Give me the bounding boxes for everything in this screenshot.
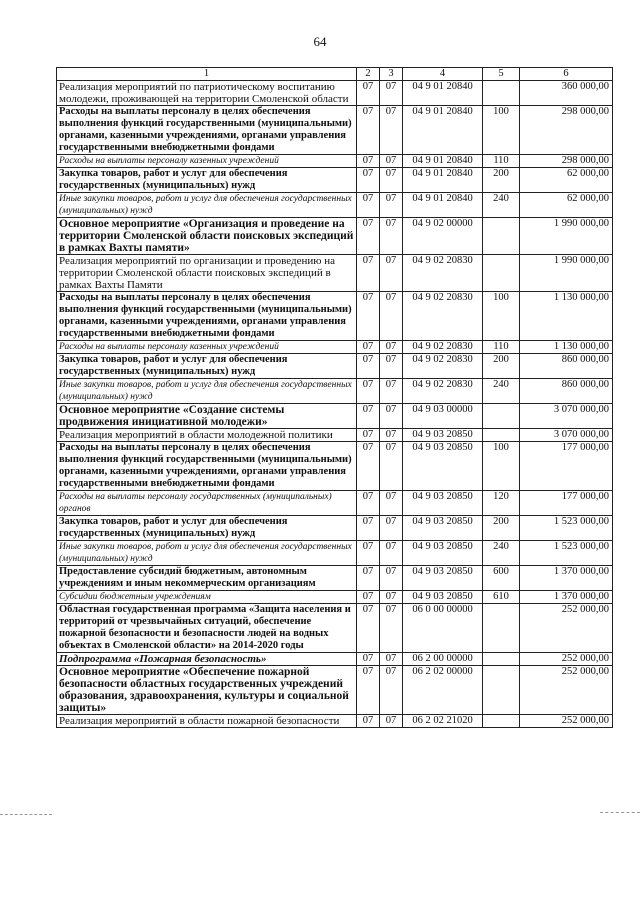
row-name-cell: Предоставление субсидий бюджетным, автономным учреждениям и иным некоммерческим организациям — [57, 566, 357, 591]
row-target-article-cell: 04 9 01 20840 — [403, 106, 483, 155]
row-subsection-cell: 07 — [380, 591, 403, 604]
row-amount-cell: 298 000,00 — [520, 155, 613, 168]
row-name-cell: Расходы на выплаты персоналу в целях обеспечения выполнения функций государственными (муниципальными) органами, казенными учреждениями, органами управления государственными внебюджетными фондами — [57, 442, 357, 491]
row-subsection-cell: 07 — [380, 566, 403, 591]
row-subsection-cell: 07 — [380, 81, 403, 106]
row-name-cell: Реализация мероприятий по патриотическому воспитанию молодежи, проживающей на территории Смоленской области — [57, 81, 357, 106]
table-row — [57, 404, 613, 429]
row-name-cell: Основное мероприятие «Обеспечение пожарной безопасности областных государственных учреждений образования, здравоохранения, культуры и социальной защиты» — [57, 666, 357, 715]
header-cell-2: 2 — [357, 68, 380, 81]
row-amount-cell: 860 000,00 — [520, 354, 613, 379]
row-target-article-cell: 04 9 01 20840 — [403, 168, 483, 193]
scan-edge-mark — [600, 812, 640, 813]
row-expense-type-cell: 240 — [483, 541, 520, 566]
row-section-cell: 07 — [357, 404, 380, 429]
table-row — [57, 168, 613, 193]
row-name-cell: Закупка товаров, работ и услуг для обеспечения государственных (муниципальных) нужд — [57, 168, 357, 193]
row-section-cell: 07 — [357, 541, 380, 566]
row-section-cell: 07 — [357, 218, 380, 255]
row-subsection-cell: 07 — [380, 255, 403, 292]
row-amount-cell: 62 000,00 — [520, 193, 613, 218]
row-subsection-cell: 07 — [380, 442, 403, 491]
row-amount-cell: 252 000,00 — [520, 666, 613, 715]
row-subsection-cell: 07 — [380, 666, 403, 715]
row-subsection-cell: 07 — [380, 404, 403, 429]
row-target-article-cell: 06 2 02 21020 — [403, 715, 483, 728]
row-section-cell: 07 — [357, 429, 380, 442]
row-expense-type-cell: 100 — [483, 442, 520, 491]
row-amount-cell: 252 000,00 — [520, 715, 613, 728]
row-target-article-cell: 04 9 03 20850 — [403, 591, 483, 604]
row-expense-type-cell — [483, 604, 520, 653]
row-amount-cell: 1 523 000,00 — [520, 516, 613, 541]
row-name-cell: Расходы на выплаты персоналу в целях обеспечения выполнения функций государственными (муниципальными) органами, казенными учреждениями, органами управления государственными внебюджетными фондами — [57, 292, 357, 341]
row-target-article-cell: 04 9 03 20850 — [403, 566, 483, 591]
row-target-article-cell: 04 9 03 20850 — [403, 442, 483, 491]
row-amount-cell: 62 000,00 — [520, 168, 613, 193]
header-cell-1: 1 — [57, 68, 357, 81]
row-target-article-cell: 04 9 02 20830 — [403, 354, 483, 379]
row-subsection-cell: 07 — [380, 715, 403, 728]
row-expense-type-cell: 110 — [483, 155, 520, 168]
row-target-article-cell: 04 9 01 20840 — [403, 155, 483, 168]
row-subsection-cell: 07 — [380, 292, 403, 341]
row-expense-type-cell — [483, 653, 520, 666]
row-target-article-cell: 06 2 02 00000 — [403, 666, 483, 715]
row-section-cell: 07 — [357, 255, 380, 292]
table-row — [57, 81, 613, 106]
row-target-article-cell: 04 9 03 20850 — [403, 491, 483, 516]
row-expense-type-cell: 100 — [483, 292, 520, 341]
row-section-cell: 07 — [357, 155, 380, 168]
row-section-cell: 07 — [357, 442, 380, 491]
row-name-cell: Закупка товаров, работ и услуг для обеспечения государственных (муниципальных) нужд — [57, 516, 357, 541]
row-subsection-cell: 07 — [380, 379, 403, 404]
row-name-cell: Иные закупки товаров, работ и услуг для обеспечения государственных (муниципальных) нужд — [57, 541, 357, 566]
row-expense-type-cell: 600 — [483, 566, 520, 591]
table-row — [57, 379, 613, 404]
row-target-article-cell: 04 9 03 20850 — [403, 541, 483, 566]
row-subsection-cell: 07 — [380, 341, 403, 354]
header-cell-5: 5 — [483, 68, 520, 81]
row-target-article-cell: 04 9 02 20830 — [403, 341, 483, 354]
row-amount-cell: 1 370 000,00 — [520, 591, 613, 604]
row-section-cell: 07 — [357, 81, 380, 106]
row-name-cell: Реализация мероприятий по организации и проведению на территории Смоленской области поисковых экспедиций в рамках Вахты Памяти — [57, 255, 357, 292]
header-cell-4: 4 — [403, 68, 483, 81]
table-row — [57, 193, 613, 218]
table-row — [57, 106, 613, 155]
row-amount-cell: 1 130 000,00 — [520, 292, 613, 341]
table-body — [57, 81, 613, 728]
row-amount-cell: 1 990 000,00 — [520, 218, 613, 255]
row-section-cell: 07 — [357, 604, 380, 653]
row-subsection-cell: 07 — [380, 106, 403, 155]
row-name-cell: Расходы на выплаты персоналу государственных (муниципальных) органов — [57, 491, 357, 516]
row-section-cell: 07 — [357, 106, 380, 155]
row-amount-cell: 1 523 000,00 — [520, 541, 613, 566]
row-amount-cell: 1 370 000,00 — [520, 566, 613, 591]
row-section-cell: 07 — [357, 653, 380, 666]
row-section-cell: 07 — [357, 666, 380, 715]
row-section-cell: 07 — [357, 354, 380, 379]
row-amount-cell: 3 070 000,00 — [520, 429, 613, 442]
table-row — [57, 604, 613, 653]
row-name-cell: Реализация мероприятий в области молодежной политики — [57, 429, 357, 442]
row-expense-type-cell: 240 — [483, 379, 520, 404]
row-amount-cell: 252 000,00 — [520, 604, 613, 653]
row-expense-type-cell — [483, 404, 520, 429]
table-row — [57, 715, 613, 728]
row-section-cell: 07 — [357, 341, 380, 354]
header-cell-6: 6 — [520, 68, 613, 81]
row-section-cell: 07 — [357, 516, 380, 541]
row-target-article-cell: 04 9 03 20850 — [403, 429, 483, 442]
row-target-article-cell: 04 9 03 20850 — [403, 516, 483, 541]
row-name-cell: Реализация мероприятий в области пожарной безопасности — [57, 715, 357, 728]
table-row — [57, 516, 613, 541]
table-row — [57, 255, 613, 292]
table-row — [57, 653, 613, 666]
row-subsection-cell: 07 — [380, 516, 403, 541]
table-row — [57, 591, 613, 604]
row-target-article-cell: 04 9 02 20830 — [403, 255, 483, 292]
row-expense-type-cell — [483, 255, 520, 292]
row-expense-type-cell: 120 — [483, 491, 520, 516]
row-amount-cell: 298 000,00 — [520, 106, 613, 155]
row-section-cell: 07 — [357, 292, 380, 341]
row-amount-cell: 860 000,00 — [520, 379, 613, 404]
row-amount-cell: 3 070 000,00 — [520, 404, 613, 429]
row-expense-type-cell — [483, 666, 520, 715]
table-row — [57, 429, 613, 442]
table-row — [57, 541, 613, 566]
row-name-cell: Расходы на выплаты персоналу казенных учреждений — [57, 155, 357, 168]
table-row — [57, 292, 613, 341]
row-name-cell: Расходы на выплаты персоналу в целях обеспечения выполнения функций государственными (муниципальными) органами, казенными учреждениями, органами управления государственными внебюджетными фондами — [57, 106, 357, 155]
row-section-cell: 07 — [357, 566, 380, 591]
row-name-cell: Субсидии бюджетным учреждениям — [57, 591, 357, 604]
row-expense-type-cell: 200 — [483, 354, 520, 379]
row-subsection-cell: 07 — [380, 218, 403, 255]
row-expense-type-cell: 200 — [483, 168, 520, 193]
row-name-cell: Иные закупки товаров, работ и услуг для обеспечения государственных (муниципальных) нужд — [57, 379, 357, 404]
row-section-cell: 07 — [357, 193, 380, 218]
row-section-cell: 07 — [357, 491, 380, 516]
row-target-article-cell: 04 9 02 20830 — [403, 292, 483, 341]
table-row — [57, 354, 613, 379]
row-target-article-cell: 04 9 03 00000 — [403, 404, 483, 429]
header-row — [57, 68, 613, 81]
row-section-cell: 07 — [357, 379, 380, 404]
table-row — [57, 666, 613, 715]
row-name-cell: Основное мероприятие «Создание системы продвижения инициативной молодежи» — [57, 404, 357, 429]
row-target-article-cell: 04 9 01 20840 — [403, 81, 483, 106]
table-row — [57, 442, 613, 491]
row-target-article-cell: 06 0 00 00000 — [403, 604, 483, 653]
row-amount-cell: 1 130 000,00 — [520, 341, 613, 354]
row-section-cell: 07 — [357, 168, 380, 193]
table-row — [57, 491, 613, 516]
row-name-cell: Подпрограмма «Пожарная безопасность» — [57, 653, 357, 666]
row-name-cell: Иные закупки товаров, работ и услуг для обеспечения государственных (муниципальных) нужд — [57, 193, 357, 218]
row-name-cell: Областная государственная программа «Защита населения и территорий от чрезвычайных ситуаций, обеспечение пожарной безопасности и безопасности людей на водных объектах в Смоленской области» на 2014-2020 годы — [57, 604, 357, 653]
row-expense-type-cell: 110 — [483, 341, 520, 354]
row-name-cell: Расходы на выплаты персоналу казенных учреждений — [57, 341, 357, 354]
table-row — [57, 155, 613, 168]
scan-edge-mark — [0, 814, 52, 815]
row-subsection-cell: 07 — [380, 354, 403, 379]
row-target-article-cell: 06 2 00 00000 — [403, 653, 483, 666]
row-expense-type-cell — [483, 715, 520, 728]
row-expense-type-cell — [483, 429, 520, 442]
row-amount-cell: 1 990 000,00 — [520, 255, 613, 292]
row-name-cell: Основное мероприятие «Организация и проведение на территории Смоленской области поисковых экспедиций в рамках Вахты памяти» — [57, 218, 357, 255]
row-subsection-cell: 07 — [380, 604, 403, 653]
row-expense-type-cell: 240 — [483, 193, 520, 218]
header-cell-3: 3 — [380, 68, 403, 81]
row-amount-cell: 252 000,00 — [520, 653, 613, 666]
row-expense-type-cell: 610 — [483, 591, 520, 604]
budget-table — [56, 67, 613, 728]
row-target-article-cell: 04 9 02 20830 — [403, 379, 483, 404]
row-subsection-cell: 07 — [380, 155, 403, 168]
page-number: 64 — [313, 34, 327, 49]
row-target-article-cell: 04 9 01 20840 — [403, 193, 483, 218]
row-section-cell: 07 — [357, 715, 380, 728]
table-row — [57, 566, 613, 591]
row-subsection-cell: 07 — [380, 429, 403, 442]
row-subsection-cell: 07 — [380, 193, 403, 218]
row-expense-type-cell: 200 — [483, 516, 520, 541]
table-row — [57, 218, 613, 255]
row-expense-type-cell — [483, 218, 520, 255]
row-subsection-cell: 07 — [380, 168, 403, 193]
row-amount-cell: 177 000,00 — [520, 491, 613, 516]
row-expense-type-cell — [483, 81, 520, 106]
row-name-cell: Закупка товаров, работ и услуг для обеспечения государственных (муниципальных) нужд — [57, 354, 357, 379]
row-amount-cell: 177 000,00 — [520, 442, 613, 491]
row-subsection-cell: 07 — [380, 491, 403, 516]
row-target-article-cell: 04 9 02 00000 — [403, 218, 483, 255]
row-section-cell: 07 — [357, 591, 380, 604]
row-amount-cell: 360 000,00 — [520, 81, 613, 106]
row-subsection-cell: 07 — [380, 541, 403, 566]
row-expense-type-cell: 100 — [483, 106, 520, 155]
table-row — [57, 341, 613, 354]
row-subsection-cell: 07 — [380, 653, 403, 666]
